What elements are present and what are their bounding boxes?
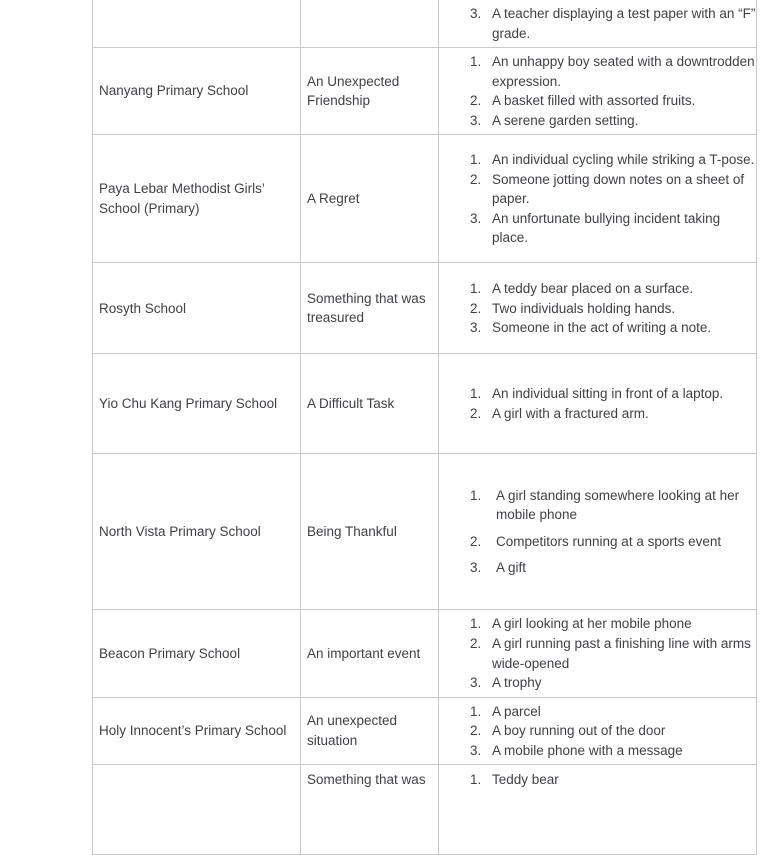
items-cell xyxy=(439,263,757,354)
list-item: 2. A boy running out of the door xyxy=(485,721,756,741)
list-item: 3. A trophy xyxy=(485,673,756,693)
table-row xyxy=(93,0,757,48)
list-item: 1. A girl looking at her mobile phone xyxy=(485,614,756,634)
school-cell xyxy=(93,765,301,855)
title-cell: An important event xyxy=(301,610,439,697)
list-item: 2. A girl running past a finishing line with arms wide-opened xyxy=(485,634,756,673)
table-row xyxy=(93,765,757,855)
title-cell: Being Thankful xyxy=(301,454,439,610)
list-item: 3. A serene garden setting. xyxy=(485,111,756,131)
school-cell xyxy=(93,0,301,48)
list-item: 2. Someone jotting down notes on a sheet of paper. xyxy=(485,170,756,209)
list-item: 3. A gift xyxy=(485,558,756,578)
school-cell: Beacon Primary School xyxy=(93,610,301,697)
schools-table xyxy=(92,0,757,855)
list-item: 1. An individual cycling while striking a T-pose. xyxy=(485,150,756,170)
title-cell: An unexpected situation xyxy=(301,697,439,765)
title-cell: Something that was xyxy=(301,765,439,855)
list-item: 1. Teddy bear xyxy=(485,770,756,790)
table-row xyxy=(93,454,757,610)
table-row xyxy=(93,135,757,263)
list-item: 3. An unfortunate bullying incident taking place. xyxy=(485,209,756,248)
table-row xyxy=(93,610,757,697)
items-list xyxy=(439,702,756,761)
list-item: 3. Someone in the act of writing a note. xyxy=(485,318,756,338)
list-item: 1. A teddy bear placed on a surface. xyxy=(485,279,756,299)
items-cell xyxy=(439,697,757,765)
list-item: 3. A mobile phone with a message xyxy=(485,741,756,761)
items-cell xyxy=(439,765,757,855)
title-cell: An Unexpected Friendship xyxy=(301,48,439,135)
list-item: 3. A teacher displaying a test paper with an “F” grade. xyxy=(485,4,756,43)
items-list xyxy=(439,52,756,130)
items-list xyxy=(439,614,756,692)
items-list xyxy=(439,486,756,578)
title-cell: A Regret xyxy=(301,135,439,263)
school-cell: Paya Lebar Methodist Girls’ School (Primary) xyxy=(93,135,301,263)
items-list xyxy=(439,150,756,248)
items-list xyxy=(439,770,756,790)
list-item: 2. A girl with a fractured arm. xyxy=(485,404,756,424)
table-row xyxy=(93,263,757,354)
items-cell xyxy=(439,454,757,610)
school-cell: Rosyth School xyxy=(93,263,301,354)
list-item: 2. Competitors running at a sports event xyxy=(485,532,756,552)
list-item: 1. An unhappy boy seated with a downtrodden expression. xyxy=(485,52,756,91)
school-cell: Nanyang Primary School xyxy=(93,48,301,135)
items-cell xyxy=(439,48,757,135)
table-row xyxy=(93,48,757,135)
items-list xyxy=(439,384,756,423)
items-cell xyxy=(439,0,757,48)
table-row xyxy=(93,354,757,454)
school-cell: Yio Chu Kang Primary School xyxy=(93,354,301,454)
items-cell xyxy=(439,610,757,697)
list-item: 1. An individual sitting in front of a laptop. xyxy=(485,384,756,404)
items-cell xyxy=(439,354,757,454)
title-cell xyxy=(301,0,439,48)
table-row xyxy=(93,697,757,765)
list-item: 2. Two individuals holding hands. xyxy=(485,299,756,319)
items-list xyxy=(439,4,756,43)
title-cell: A Difficult Task xyxy=(301,354,439,454)
title-cell: Something that was treasured xyxy=(301,263,439,354)
school-cell: Holy Innocent’s Primary School xyxy=(93,697,301,765)
list-item: 2. A basket filled with assorted fruits. xyxy=(485,91,756,111)
school-cell: North Vista Primary School xyxy=(93,454,301,610)
list-item: 1. A girl standing somewhere looking at her mobile phone xyxy=(485,486,756,525)
list-item: 1. A parcel xyxy=(485,702,756,722)
items-cell xyxy=(439,135,757,263)
items-list xyxy=(439,279,756,338)
